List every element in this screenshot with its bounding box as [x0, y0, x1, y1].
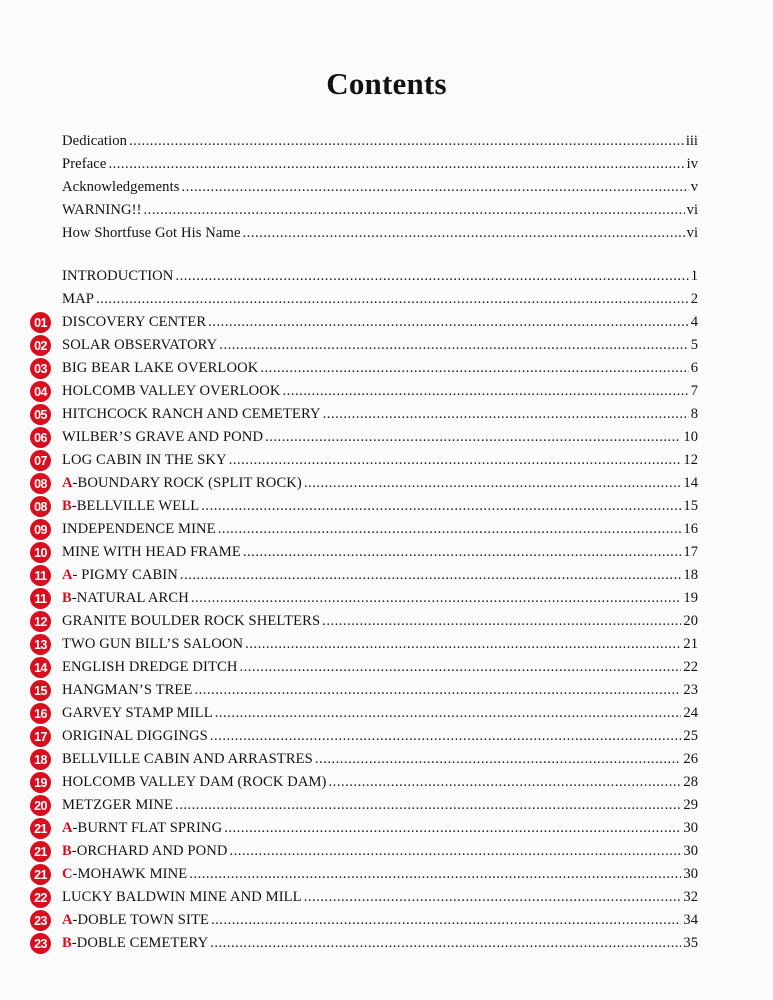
entry-label: INTRODUCTION	[62, 268, 174, 284]
site-letter: A	[62, 820, 73, 836]
dot-leader	[229, 449, 682, 472]
site-number-badge: 04	[30, 381, 51, 402]
entry-label: SOLAR OBSERVATORY	[62, 337, 218, 353]
toc-row[interactable]	[30, 357, 698, 380]
toc-row[interactable]	[30, 886, 698, 909]
badge-column	[30, 795, 62, 816]
page-number: 29	[683, 797, 698, 813]
dot-leader	[304, 472, 682, 495]
site-number-badge: 02	[30, 335, 51, 356]
badge-column	[30, 910, 62, 931]
site-letter: B	[62, 935, 72, 951]
entry-label: Acknowledgements	[62, 179, 180, 195]
dot-leader	[210, 932, 681, 955]
entry-text	[62, 429, 263, 446]
badge-column	[30, 565, 62, 586]
site-number-badge: 14	[30, 657, 51, 678]
entry-label: -DOBLE CEMETERY	[71, 935, 209, 951]
toc-row[interactable]	[30, 863, 698, 886]
entry-text	[62, 636, 243, 653]
entry-text	[62, 912, 209, 929]
entry-text	[62, 843, 228, 860]
page-number: 2	[690, 291, 698, 307]
badge-column	[30, 588, 62, 609]
entry-text	[62, 613, 320, 630]
badge-column	[30, 703, 62, 724]
page-number: 20	[683, 613, 698, 629]
entry-text	[62, 337, 217, 354]
dot-leader	[175, 794, 681, 817]
entry-text	[62, 935, 208, 952]
page-number: vi	[686, 202, 698, 218]
site-number-badge: 01	[30, 312, 51, 333]
badge-column	[30, 887, 62, 908]
entry-label: -MOHAWK MINE	[72, 866, 188, 882]
entry-text	[62, 866, 187, 883]
toc-row[interactable]	[30, 449, 698, 472]
entry-label: -DOBLE TOWN SITE	[72, 912, 209, 928]
dot-leader	[243, 541, 682, 564]
entry-text	[62, 751, 313, 768]
toc-row[interactable]	[30, 587, 698, 610]
page-number: 5	[690, 337, 698, 353]
entry-label: METZGER MINE	[62, 797, 174, 813]
entry-text	[62, 360, 258, 377]
entry-label: -BOUNDARY ROCK (SPLIT ROCK)	[72, 475, 302, 491]
dot-leader	[218, 518, 682, 541]
badge-column	[30, 358, 62, 379]
dot-leader	[180, 564, 682, 587]
site-number-badge: 19	[30, 772, 51, 793]
badge-column	[30, 542, 62, 563]
entry-label: BELLVILLE CABIN AND ARRASTRES	[62, 751, 313, 767]
dot-leader	[175, 265, 688, 288]
badge-column	[30, 634, 62, 655]
entry-text	[62, 820, 222, 837]
dot-leader	[230, 840, 682, 863]
page-number: 14	[683, 475, 698, 491]
site-number-badge: 23	[30, 933, 51, 954]
dot-leader	[265, 426, 681, 449]
toc-row[interactable]	[30, 564, 698, 587]
page-number: 17	[683, 544, 698, 560]
dot-leader	[245, 633, 681, 656]
toc-row[interactable]	[30, 840, 698, 863]
site-number-badge: 11	[30, 588, 51, 609]
site-number-badge: 11	[30, 565, 51, 586]
entry-text	[62, 590, 189, 607]
site-number-badge: 21	[30, 841, 51, 862]
entry-label: WARNING!!	[62, 202, 142, 218]
toc-row[interactable]	[30, 909, 698, 932]
badge-column	[30, 335, 62, 356]
badge-column	[30, 312, 62, 333]
page-number: 35	[683, 935, 698, 951]
badge-column	[30, 726, 62, 747]
entry-label: HITCHCOCK RANCH AND CEMETERY	[62, 406, 321, 422]
entry-label: DISCOVERY CENTER	[62, 314, 207, 330]
page-number: 16	[683, 521, 698, 537]
page-number: 18	[683, 567, 698, 583]
entry-text	[62, 498, 199, 515]
entry-label: LOG CABIN IN THE SKY	[62, 452, 227, 468]
entry-label: Dedication	[62, 133, 128, 149]
entry-text	[62, 889, 302, 906]
site-number-badge: 23	[30, 910, 51, 931]
page-number: iii	[685, 133, 698, 149]
entry-text	[62, 728, 208, 745]
badge-column	[30, 657, 62, 678]
badge-column	[30, 864, 62, 885]
entry-label: INDEPENDENCE MINE	[62, 521, 216, 537]
site-number-badge: 17	[30, 726, 51, 747]
entry-label: - PIGMY CABIN	[72, 567, 178, 583]
dot-leader	[201, 495, 681, 518]
entry-text	[62, 314, 206, 331]
site-letter: B	[62, 590, 72, 606]
page-number: 30	[683, 843, 698, 859]
site-number-badge: 15	[30, 680, 51, 701]
toc-row[interactable]	[30, 656, 698, 679]
badge-column	[30, 841, 62, 862]
page-number: 8	[690, 406, 698, 422]
page-number: 15	[683, 498, 698, 514]
toc-row[interactable]	[62, 130, 698, 153]
entry-label: HOLCOMB VALLEY OVERLOOK	[62, 383, 281, 399]
toc-row[interactable]	[30, 403, 698, 426]
dot-leader	[189, 863, 681, 886]
page-number: 10	[683, 429, 698, 445]
entry-text	[62, 705, 213, 722]
entry-label: ENGLISH DREDGE DITCH	[62, 659, 238, 675]
entry-text	[62, 659, 238, 676]
page-number: 6	[690, 360, 698, 376]
site-number-badge: 07	[30, 450, 51, 471]
toc-row[interactable]	[30, 541, 698, 564]
page-number: 12	[683, 452, 698, 468]
entry-label: TWO GUN BILL’S SALOON	[62, 636, 244, 652]
dot-leader	[129, 130, 684, 153]
toc-row[interactable]	[30, 932, 698, 955]
entry-label: -ORCHARD AND POND	[71, 843, 228, 859]
badge-column	[30, 611, 62, 632]
dot-leader	[304, 886, 682, 909]
entry-label: HANGMAN’S TREE	[62, 682, 193, 698]
badge-column	[30, 450, 62, 471]
dot-leader	[283, 380, 689, 403]
chapter-list	[30, 265, 698, 955]
badge-column	[30, 772, 62, 793]
toc-row[interactable]	[30, 495, 698, 518]
page-number: 22	[683, 659, 698, 675]
toc-row[interactable]	[30, 334, 698, 357]
entry-label: HOLCOMB VALLEY DAM (ROCK DAM)	[62, 774, 327, 790]
toc-row[interactable]	[30, 748, 698, 771]
toc-row[interactable]	[30, 679, 698, 702]
site-number-badge: 20	[30, 795, 51, 816]
dot-leader	[191, 587, 682, 610]
badge-column	[30, 427, 62, 448]
page-number: 24	[683, 705, 698, 721]
toc-row[interactable]	[30, 725, 698, 748]
badge-column	[30, 496, 62, 517]
toc-row[interactable]	[30, 771, 698, 794]
page-number: 28	[683, 774, 698, 790]
entry-text	[62, 383, 281, 400]
site-number-badge: 10	[30, 542, 51, 563]
entry-text	[62, 544, 241, 561]
toc-row[interactable]	[30, 311, 698, 334]
page-number: vi	[686, 225, 698, 241]
dot-leader	[194, 679, 681, 702]
entry-text	[62, 268, 173, 285]
site-letter: A	[62, 912, 73, 928]
entry-text	[62, 291, 94, 308]
entry-label: GARVEY STAMP MILL	[62, 705, 213, 721]
toc-row[interactable]	[62, 176, 698, 199]
page-number: 23	[683, 682, 698, 698]
site-letter: A	[62, 567, 73, 583]
entry-text	[62, 682, 192, 699]
site-number-badge: 18	[30, 749, 51, 770]
entry-label: BIG BEAR LAKE OVERLOOK	[62, 360, 259, 376]
dot-leader	[323, 403, 689, 426]
dot-leader	[240, 656, 682, 679]
badge-column	[30, 381, 62, 402]
site-number-badge: 13	[30, 634, 51, 655]
badge-column	[30, 404, 62, 425]
entry-label: How Shortfuse Got His Name	[62, 225, 241, 241]
entry-text	[62, 567, 178, 584]
front-matter-list	[62, 130, 698, 245]
toc-row[interactable]	[30, 518, 698, 541]
site-number-badge: 05	[30, 404, 51, 425]
toc-row[interactable]	[30, 633, 698, 656]
entry-text	[62, 521, 216, 538]
badge-column	[30, 933, 62, 954]
toc-row[interactable]	[30, 794, 698, 817]
page-number: 7	[690, 383, 698, 399]
site-letter: B	[62, 843, 72, 859]
site-number-badge: 09	[30, 519, 51, 540]
entry-label: GRANITE BOULDER ROCK SHELTERS	[62, 613, 321, 629]
site-number-badge: 06	[30, 427, 51, 448]
site-number-badge: 12	[30, 611, 51, 632]
page-number: 30	[683, 866, 698, 882]
site-number-badge: 08	[30, 473, 51, 494]
dot-leader	[219, 334, 688, 357]
dot-leader	[96, 288, 689, 311]
toc-row[interactable]	[30, 380, 698, 403]
dot-leader	[329, 771, 682, 794]
entry-label: -BURNT FLAT SPRING	[72, 820, 223, 836]
page-number: iv	[686, 156, 698, 172]
entry-text	[62, 452, 227, 469]
toc-row[interactable]	[62, 222, 698, 245]
badge-column	[30, 680, 62, 701]
page-number: 19	[683, 590, 698, 606]
page-number: v	[690, 179, 698, 195]
dot-leader	[215, 702, 682, 725]
dot-leader	[243, 222, 685, 245]
entry-text	[62, 774, 327, 791]
site-letter: A	[62, 475, 73, 491]
dot-leader	[144, 199, 685, 222]
page-number: 25	[683, 728, 698, 744]
site-number-badge: 22	[30, 887, 51, 908]
site-number-badge: 16	[30, 703, 51, 724]
entry-label: ORIGINAL DIGGINGS	[62, 728, 208, 744]
site-number-badge: 21	[30, 864, 51, 885]
site-letter: B	[62, 498, 72, 514]
badge-column	[30, 473, 62, 494]
page-number: 4	[690, 314, 698, 330]
toc-row[interactable]	[30, 702, 698, 725]
page-number: 26	[683, 751, 698, 767]
site-number-badge: 03	[30, 358, 51, 379]
toc-row[interactable]	[62, 153, 698, 176]
dot-leader	[224, 817, 681, 840]
site-letter: C	[62, 866, 73, 882]
toc-row[interactable]	[30, 472, 698, 495]
dot-leader	[182, 176, 689, 199]
entry-label: -NATURAL ARCH	[71, 590, 189, 606]
entry-label: MINE WITH HEAD FRAME	[62, 544, 241, 560]
toc-row[interactable]	[30, 610, 698, 633]
badge-column	[30, 749, 62, 770]
dot-leader	[208, 311, 689, 334]
entry-label: Preface	[62, 156, 107, 172]
entry-text	[62, 475, 302, 492]
site-number-badge: 21	[30, 818, 51, 839]
toc-row[interactable]	[30, 265, 698, 288]
page-number: 32	[683, 889, 698, 905]
entry-label: LUCKY BALDWIN MINE AND MILL	[62, 889, 302, 905]
page-number: 1	[690, 268, 698, 284]
page-number: 21	[683, 636, 698, 652]
page-number: 34	[683, 912, 698, 928]
dot-leader	[211, 909, 681, 932]
site-number-badge: 08	[30, 496, 51, 517]
entry-label: WILBER’S GRAVE AND POND	[62, 429, 264, 445]
toc-row[interactable]	[30, 426, 698, 449]
entry-label: -BELLVILLE WELL	[71, 498, 200, 514]
entry-text	[62, 797, 173, 814]
dot-leader	[210, 725, 682, 748]
dot-leader	[260, 357, 688, 380]
entry-label: MAP	[62, 291, 94, 307]
toc-row[interactable]	[62, 199, 698, 222]
page-title: Contents	[326, 66, 447, 101]
badge-column	[30, 519, 62, 540]
badge-column	[30, 818, 62, 839]
toc-row[interactable]	[30, 288, 698, 311]
dot-leader	[315, 748, 682, 771]
entry-text	[62, 406, 321, 423]
page-number: 30	[683, 820, 698, 836]
dot-leader	[108, 153, 684, 176]
dot-leader	[322, 610, 681, 633]
toc-row[interactable]	[30, 817, 698, 840]
